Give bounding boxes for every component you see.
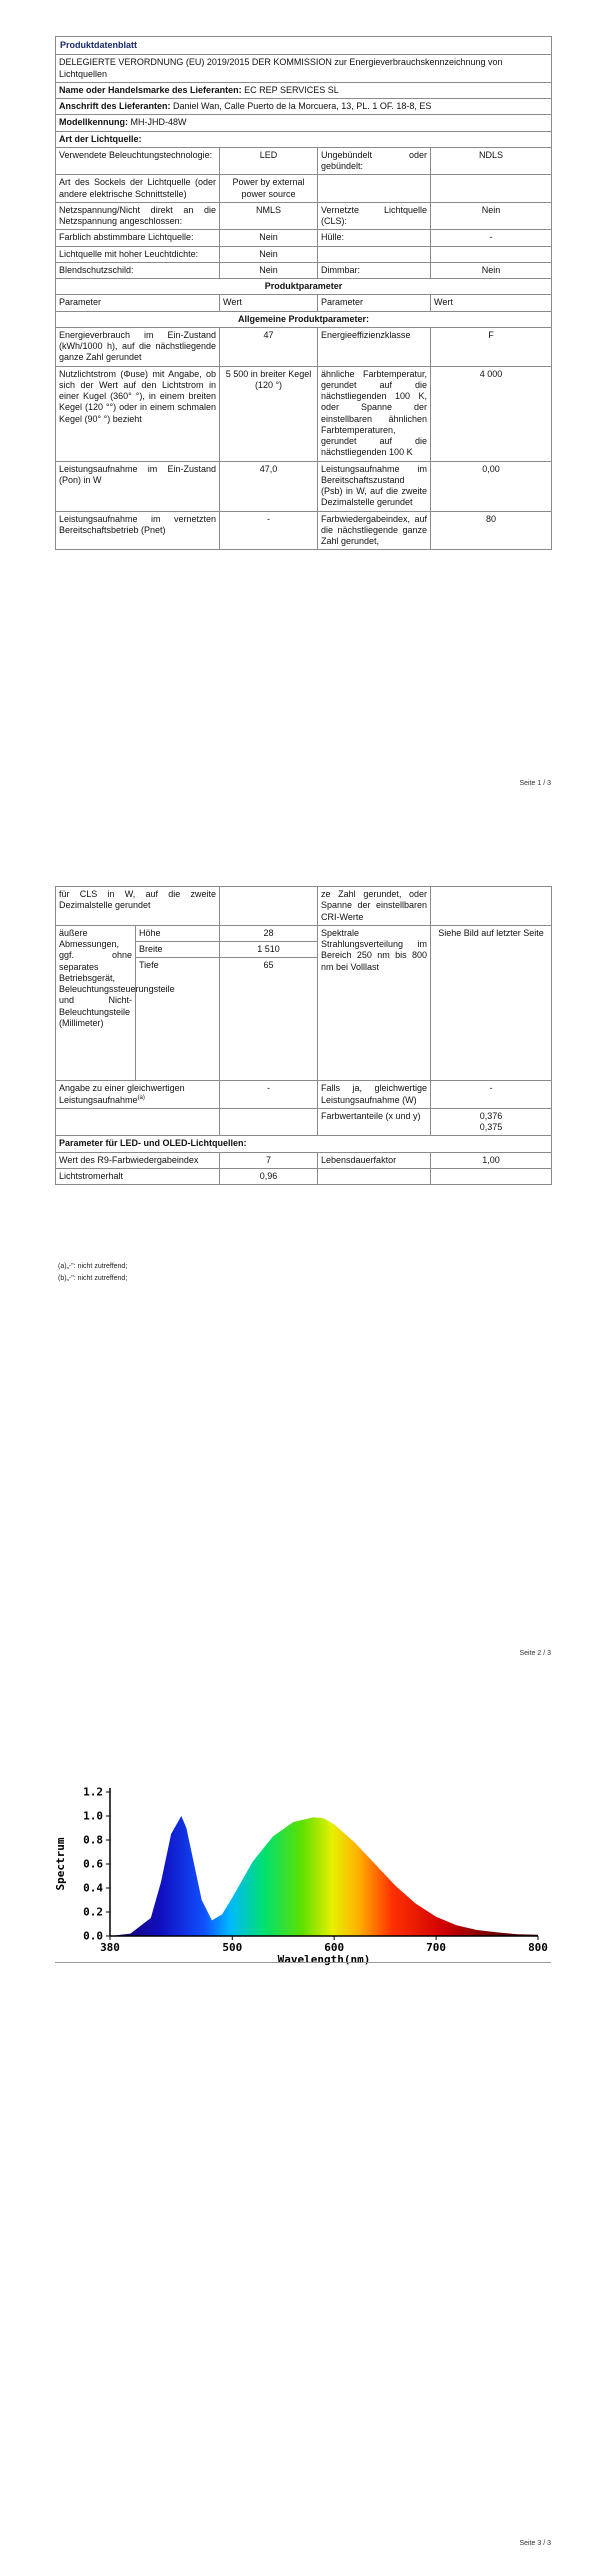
on-power-value: 47,0 xyxy=(220,461,318,511)
networked-standby-value: - xyxy=(220,511,318,550)
address-value: Daniel Wan, Calle Puerto de la Morcuera, 13, PL. 1 OF. 18-8, ES xyxy=(173,101,432,111)
equivalent-power-claim-value: - xyxy=(220,1081,318,1109)
height-value: 28 xyxy=(220,925,318,941)
standby-power-value: 0,00 xyxy=(431,461,552,511)
divider xyxy=(55,1962,551,1963)
product-datasheet-table-continued xyxy=(55,886,552,1185)
page-1 xyxy=(0,0,603,800)
networked-standby-label: Leistungsaufnahme im vernetzten Bereitschaftsbetrieb (Pnet) xyxy=(56,511,220,550)
mains-label: Netzspannung/Nicht direkt an die Netzspannung angeschlossen: xyxy=(56,202,220,230)
y-axis-label: Spectrum xyxy=(54,1837,67,1891)
luminous-flux-label: Nutzlichtstrom (Φuse) mit Angabe, ob sich der Wert auf den Lichtstrom in einer Kugel (360° °), in einem breiten Kegel (120 °°) oder in einem schmalen Kegel (90° °) bezieht xyxy=(56,366,220,461)
equivalent-power-value: - xyxy=(431,1081,552,1109)
led-params-heading: Parameter für LED- und OLED-Lichtquellen: xyxy=(56,1136,552,1152)
directional-value: NDLS xyxy=(431,147,552,175)
footnote-marker: (a) xyxy=(137,1094,145,1101)
envelope-value: - xyxy=(431,230,552,246)
energy-class-label: Energieeffizienzklasse xyxy=(318,327,431,366)
y-tick-label: 0.6 xyxy=(83,1857,103,1871)
page-title: Produktdatenblatt xyxy=(56,37,552,55)
regulation-text: DELEGIERTE VERORDNUNG (EU) 2019/2015 DER KOMMISSION zur Energieverbrauchskennzeichnung von Lichtquellen xyxy=(56,55,552,83)
page-2 xyxy=(0,870,603,1670)
energy-consumption-value: 47 xyxy=(220,327,318,366)
cap-type-label: Art des Sockels der Lichtquelle (oder andere elektrische Schnittstelle) xyxy=(56,175,220,203)
spectral-value: Siehe Bild auf letzter Seite xyxy=(431,925,552,1081)
spectrum-area xyxy=(110,1816,538,1936)
depth-label: Tiefe xyxy=(136,958,220,1081)
address-row xyxy=(56,99,552,115)
footnote-b: (b)„-": nicht zutreffend; xyxy=(58,1275,128,1282)
col-header-param: Parameter xyxy=(56,295,220,311)
glare-shield-value: Nein xyxy=(220,262,318,278)
y-tick-label: 1.0 xyxy=(83,1809,103,1823)
col-header-value: Wert xyxy=(431,295,552,311)
networked-standby-continued: für CLS in W, auf die zweite Dezimalstelle gerundet xyxy=(56,887,220,926)
cri-value: 80 xyxy=(431,511,552,550)
spectrum-chart xyxy=(0,1740,603,2000)
col-header-value: Wert xyxy=(220,295,318,311)
r9-label: Wert des R9-Farbwiedergabeindex xyxy=(56,1152,220,1168)
y-tick-label: 0.2 xyxy=(83,1905,103,1919)
product-params-heading: Produktparameter xyxy=(56,279,552,295)
tunable-value: Nein xyxy=(220,230,318,246)
model-label: Modellkennung: xyxy=(59,117,128,128)
lumen-maintenance-value: 0,96 xyxy=(220,1168,318,1184)
y-tick-label: 0.0 xyxy=(83,1929,103,1943)
equivalent-power-claim xyxy=(56,1081,220,1109)
page-number: Seite 1 / 3 xyxy=(519,780,551,787)
chromaticity-x: 0,376 xyxy=(479,1110,503,1121)
y-tick-label: 0.8 xyxy=(83,1833,103,1847)
chromaticity-label: Farbwertanteile (x und y) xyxy=(318,1108,431,1136)
model-row xyxy=(56,115,552,131)
technology-label: Verwendete Beleuchtungstechnologie: xyxy=(56,147,220,175)
x-tick-label: 700 xyxy=(426,1941,447,1954)
cct-value: 4 000 xyxy=(431,366,552,461)
empty-cell xyxy=(220,887,318,926)
tunable-label: Farblich abstimmbare Lichtquelle: xyxy=(56,230,220,246)
x-axis-label: Wavelength(nm) xyxy=(277,1953,371,1966)
width-label: Breite xyxy=(136,942,220,958)
energy-class-value: F xyxy=(431,327,552,366)
cls-value: Nein xyxy=(431,202,552,230)
survival-factor-label: Lebensdauerfaktor xyxy=(318,1152,431,1168)
empty-cell xyxy=(431,175,552,203)
directional-label: Ungebündelt oder gebündelt: xyxy=(318,147,431,175)
address-label: Anschrift des Lieferanten: xyxy=(59,101,171,111)
page-3 xyxy=(0,1740,603,2560)
model-value: MH-JHD-48W xyxy=(130,117,187,128)
energy-consumption-label: Energieverbrauch im Ein-Zustand (kWh/1000 h), auf die nächstliegende ganze Zahl gerundet xyxy=(56,327,220,366)
technology-value: LED xyxy=(220,147,318,175)
depth-value: 65 xyxy=(220,958,318,1081)
light-type-heading: Art der Lichtquelle: xyxy=(56,131,552,147)
high-luminance-label: Lichtquelle mit hoher Leuchtdichte: xyxy=(56,246,220,262)
glare-shield-label: Blendschutzschild: xyxy=(56,262,220,278)
general-params-heading: Allgemeine Produktparameter: xyxy=(56,311,552,327)
page-number: Seite 2 / 3 xyxy=(519,1650,551,1657)
empty-cell xyxy=(318,246,431,262)
cri-label: Farbwiedergabeindex, auf die nächstliegende ganze Zahl gerundet, xyxy=(318,511,431,550)
empty-cell xyxy=(431,246,552,262)
supplier-label: Name oder Handelsmarke des Lieferanten: xyxy=(59,84,242,95)
product-datasheet-table xyxy=(55,36,552,550)
cls-label: Vernetzte Lichtquelle (CLS): xyxy=(318,202,431,230)
height-label: Höhe xyxy=(136,925,220,941)
r9-value: 7 xyxy=(220,1152,318,1168)
dimmable-label: Dimmbar: xyxy=(318,262,431,278)
x-tick-label: 800 xyxy=(528,1941,548,1954)
footnote-a: (a)„-": nicht zutreffend; xyxy=(58,1263,128,1270)
chromaticity-y: 0,375 xyxy=(479,1122,503,1132)
y-tick-label: 0.4 xyxy=(83,1881,103,1895)
y-tick-label: 1.2 xyxy=(83,1785,103,1799)
equivalent-power-label: Falls ja, gleichwertige Leistungsaufnahme (W) xyxy=(318,1081,431,1109)
cri-continued: ze Zahl gerundet, oder Spanne der einstellbaren CRI-Werte xyxy=(318,887,431,926)
chromaticity-value xyxy=(431,1108,552,1136)
empty-cell xyxy=(318,175,431,203)
envelope-label: Hülle: xyxy=(318,230,431,246)
dimensions-label: äußere Abmessungen, ggf. ohne separates Betriebsgerät, Beleuchtungssteuerungsteile und Nicht-Beleuchtungsteile (Millimeter) xyxy=(56,925,136,1081)
cap-type-value: Power by external power source xyxy=(220,175,318,203)
x-tick-label: 500 xyxy=(222,1941,243,1954)
mains-value: NMLS xyxy=(220,202,318,230)
dimmable-value: Nein xyxy=(431,262,552,278)
x-tick-label: 380 xyxy=(100,1941,120,1954)
luminous-flux-value: 5 500 in breiter Kegel (120 °) xyxy=(220,366,318,461)
page-number: Seite 3 / 3 xyxy=(519,2540,551,2547)
col-header-param: Parameter xyxy=(318,295,431,311)
cct-label: ähnliche Farbtemperatur, gerundet auf die nächstliegenden 100 K, oder Spanne der einstellbaren ähnlichen Farbtemperaturen, gerundet auf die nächstliegenden 100 K xyxy=(318,366,431,461)
x-tick-label: 600 xyxy=(324,1941,345,1954)
empty-cell xyxy=(56,1108,220,1136)
empty-cell xyxy=(220,1108,318,1136)
empty-cell xyxy=(318,1168,431,1184)
high-luminance-value: Nein xyxy=(220,246,318,262)
on-power-label: Leistungsaufnahme im Ein-Zustand (Pon) in W xyxy=(56,461,220,511)
empty-cell xyxy=(431,887,552,926)
supplier-row xyxy=(56,82,552,98)
empty-cell xyxy=(431,1168,552,1184)
lumen-maintenance-label: Lichtstromerhalt xyxy=(56,1168,220,1184)
width-value: 1 510 xyxy=(220,942,318,958)
equivalent-power-claim-label: Angabe zu einer gleichwertigen Leistungsaufnahme xyxy=(59,1083,185,1105)
spectral-label: Spektrale Strahlungsverteilung im Bereich 250 nm bis 800 nm bei Volllast xyxy=(318,925,431,1081)
survival-factor-value: 1,00 xyxy=(431,1152,552,1168)
standby-power-label: Leistungsaufnahme im Bereitschaftszustand (Psb) in W, auf die zweite Dezimalstelle gerundet xyxy=(318,461,431,511)
supplier-value: EC REP SERVICES SL xyxy=(244,84,339,95)
